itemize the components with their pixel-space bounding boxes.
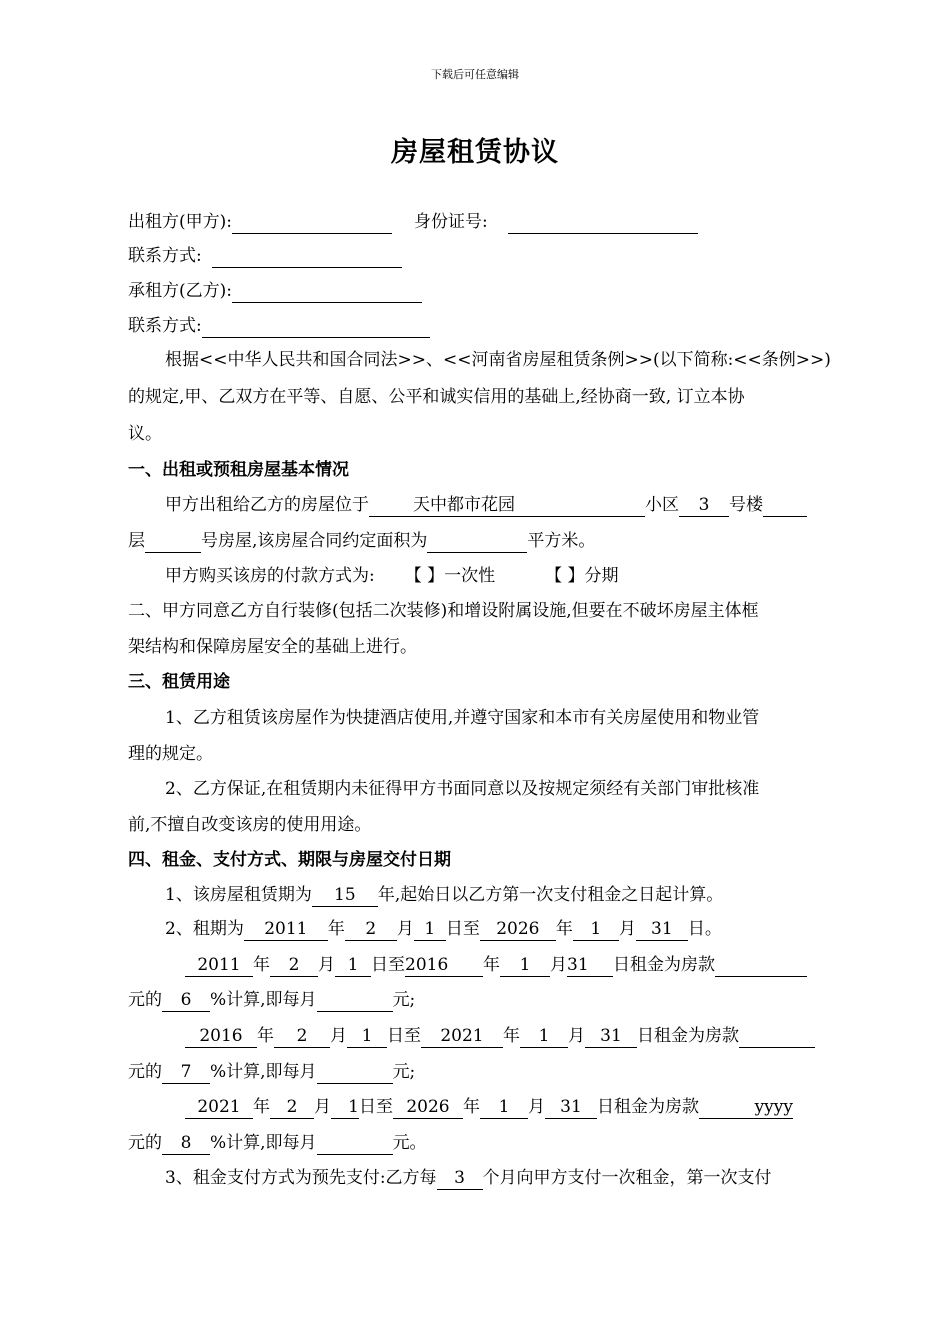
text: 月 bbox=[318, 955, 335, 975]
text: 元; bbox=[392, 990, 416, 1010]
text: 月 bbox=[396, 919, 414, 939]
end-day-field[interactable]: 31 bbox=[636, 919, 688, 941]
section-text: 2、乙方保证,在租赁期内未征得甲方书面同意以及按规定须经有关部门审批核准 bbox=[165, 779, 760, 799]
text: 年 bbox=[503, 1026, 520, 1046]
option-installment[interactable]: 【 】分期 bbox=[545, 566, 619, 586]
text: 日至 bbox=[371, 955, 405, 975]
text: 层 bbox=[128, 531, 145, 551]
text: 甲方出租给乙方的房屋位于 bbox=[165, 495, 369, 515]
text: 元; bbox=[392, 1062, 416, 1082]
location-value: 天中都市花园 bbox=[413, 495, 515, 515]
rent-stage-2-calc bbox=[128, 1060, 415, 1084]
header-note: 下载后可任意编辑 bbox=[431, 68, 519, 81]
stage-end-day[interactable]: 31 bbox=[585, 1026, 637, 1048]
text: 元的 bbox=[128, 990, 162, 1010]
start-day-field[interactable]: 1 bbox=[414, 919, 446, 941]
section-heading: 四、租金、支付方式、期限与房屋交付日期 bbox=[128, 850, 451, 870]
section-text: 1、乙方租赁该房屋作为快捷酒店使用,并遵守国家和本市有关房屋使用和物业管 bbox=[165, 708, 760, 728]
page-title: 房屋租赁协议 bbox=[391, 137, 559, 168]
stage-end-month[interactable]: 1 bbox=[520, 1026, 568, 1048]
text: 元的 bbox=[128, 1062, 162, 1082]
pay-months-field[interactable]: 3 bbox=[437, 1168, 483, 1190]
monthly-rent-field[interactable] bbox=[317, 1062, 393, 1084]
stage-percent-field[interactable]: 7 bbox=[162, 1062, 210, 1084]
stage-end-month[interactable]: 1 bbox=[480, 1097, 528, 1119]
text: 元。 bbox=[392, 1133, 427, 1153]
id-label: 身份证号: bbox=[414, 212, 488, 232]
text: 年,起始日以乙方第一次支付租金之日起计算。 bbox=[377, 885, 724, 905]
end-year-field[interactable]: 2026 bbox=[480, 919, 556, 941]
rent-stage-3 bbox=[185, 1095, 793, 1119]
stage-end-year[interactable]: 2021 bbox=[421, 1026, 503, 1048]
text: 日租金为房款 bbox=[597, 1097, 699, 1117]
text: 日租金为房款 bbox=[637, 1026, 739, 1046]
text: 年 bbox=[555, 919, 573, 939]
stage-start-year[interactable]: 2011 bbox=[185, 955, 253, 977]
text: 个月向甲方支付一次租金，第一次支付 bbox=[482, 1168, 772, 1188]
text: 月 bbox=[314, 1097, 331, 1117]
text: 年 bbox=[253, 955, 270, 975]
text: 元的 bbox=[128, 1133, 162, 1153]
period-line bbox=[165, 917, 722, 941]
text: 平方米。 bbox=[527, 531, 596, 551]
term-years-field[interactable]: 15 bbox=[312, 885, 378, 907]
text: 月 bbox=[550, 955, 567, 975]
payment-line bbox=[165, 1166, 772, 1190]
monthly-rent-field[interactable] bbox=[317, 990, 393, 1012]
area-field[interactable] bbox=[427, 531, 527, 553]
stage-end-month[interactable]: 1 bbox=[500, 955, 550, 977]
text: 月 bbox=[330, 1026, 347, 1046]
stage-end-year[interactable]: 2016 bbox=[405, 955, 483, 977]
text: %计算,即每月 bbox=[210, 1133, 317, 1153]
text: 年 bbox=[463, 1097, 480, 1117]
text: 日至 bbox=[387, 1026, 421, 1046]
stage-percent-field[interactable]: 6 bbox=[162, 990, 210, 1012]
text: 日租金为房款 bbox=[613, 955, 715, 975]
start-year-field[interactable]: 2011 bbox=[244, 919, 328, 941]
contact-line-1 bbox=[128, 244, 402, 268]
location-field[interactable] bbox=[369, 495, 645, 517]
stage-start-day[interactable]: 1 bbox=[335, 955, 371, 977]
lessor-blank[interactable] bbox=[232, 212, 392, 234]
stage-price-field[interactable]: yyyy bbox=[699, 1097, 793, 1119]
lessee-label: 承租方(乙方): bbox=[128, 281, 232, 301]
lessee-line bbox=[128, 279, 422, 303]
text: 月 bbox=[568, 1026, 585, 1046]
contact-label: 联系方式: bbox=[128, 246, 202, 266]
stage-start-year[interactable]: 2021 bbox=[185, 1097, 253, 1119]
stage-price-field[interactable] bbox=[739, 1026, 815, 1048]
text: 年 bbox=[483, 955, 500, 975]
section-text: 理的规定。 bbox=[128, 744, 213, 764]
text: 甲方购买该房的付款方式为: bbox=[165, 566, 375, 586]
stage-end-year[interactable]: 2026 bbox=[393, 1097, 463, 1119]
contact-line-2 bbox=[128, 314, 430, 338]
lessor-line bbox=[128, 210, 698, 234]
text: 日。 bbox=[687, 919, 722, 939]
floor-room-line bbox=[128, 529, 595, 553]
end-month-field[interactable]: 1 bbox=[573, 919, 619, 941]
option-lump-sum[interactable]: 【 】一次性 bbox=[404, 566, 496, 586]
stage-start-year[interactable]: 2016 bbox=[185, 1026, 257, 1048]
contact-blank-2[interactable] bbox=[202, 316, 430, 338]
stage-end-day[interactable]: 31 bbox=[567, 955, 613, 977]
lessee-blank[interactable] bbox=[232, 281, 422, 303]
text: 小区 bbox=[645, 495, 679, 515]
stage-start-month[interactable]: 2 bbox=[270, 955, 318, 977]
text: 年 bbox=[253, 1097, 270, 1117]
rent-stage-1 bbox=[185, 953, 807, 977]
term-line bbox=[165, 883, 723, 907]
stage-start-day[interactable]: 1 bbox=[347, 1026, 387, 1048]
stage-start-month[interactable]: 2 bbox=[270, 1097, 314, 1119]
floor-field[interactable] bbox=[763, 495, 807, 517]
text: 年 bbox=[327, 919, 345, 939]
text: 3、租金支付方式为预先支付:乙方每 bbox=[165, 1168, 437, 1188]
stage-percent-field[interactable]: 8 bbox=[162, 1133, 210, 1155]
preamble-line: 根据<<中华人民共和国合同法>>、<<河南省房屋租赁条例>>(以下简称:<<条例>>) bbox=[165, 350, 831, 370]
text: 月 bbox=[528, 1097, 545, 1117]
monthly-rent-field[interactable] bbox=[317, 1133, 393, 1155]
text: 号房屋,该房屋合同约定面积为 bbox=[201, 531, 428, 551]
location-line bbox=[165, 493, 807, 517]
text: %计算,即每月 bbox=[210, 990, 317, 1010]
text: %计算,即每月 bbox=[210, 1062, 317, 1082]
start-month-field[interactable]: 2 bbox=[345, 919, 397, 941]
section-heading: 一、出租或预租房屋基本情况 bbox=[128, 460, 349, 480]
section-text: 架结构和保障房屋安全的基础上进行。 bbox=[128, 637, 417, 657]
rent-stage-2 bbox=[185, 1024, 815, 1048]
room-field[interactable] bbox=[145, 531, 201, 553]
section-text: 二、甲方同意乙方自行装修(包括二次装修)和增设附属设施,但要在不破坏房屋主体框 bbox=[128, 601, 759, 621]
stage-start-day[interactable]: 1 bbox=[331, 1097, 359, 1119]
preamble-line: 的规定,甲、乙双方在平等、自愿、公平和诚实信用的基础上,经协商一致, 订立本协 bbox=[128, 387, 745, 407]
text: 2、租期为 bbox=[165, 919, 244, 939]
id-blank[interactable] bbox=[508, 212, 698, 234]
preamble-line: 议。 bbox=[128, 424, 162, 444]
text: 日至 bbox=[359, 1097, 393, 1117]
contact-label: 联系方式: bbox=[128, 316, 202, 336]
stage-start-month[interactable]: 2 bbox=[274, 1026, 330, 1048]
text: 号楼 bbox=[729, 495, 763, 515]
payment-method-line bbox=[165, 564, 619, 588]
text: 月 bbox=[618, 919, 636, 939]
stage-end-day[interactable]: 31 bbox=[545, 1097, 597, 1119]
building-field[interactable]: 3 bbox=[679, 495, 729, 517]
text: 日至 bbox=[445, 919, 480, 939]
text: 1、该房屋租赁期为 bbox=[165, 885, 312, 905]
section-text: 前,不擅自改变该房的使用用途。 bbox=[128, 815, 372, 835]
section-heading: 三、租赁用途 bbox=[128, 672, 230, 692]
stage-price-field[interactable] bbox=[715, 955, 807, 977]
rent-stage-1-calc bbox=[128, 988, 415, 1012]
lessor-label: 出租方(甲方): bbox=[128, 212, 232, 232]
text: 年 bbox=[257, 1026, 274, 1046]
contact-blank-1[interactable] bbox=[212, 246, 402, 268]
rent-stage-3-calc bbox=[128, 1131, 427, 1155]
